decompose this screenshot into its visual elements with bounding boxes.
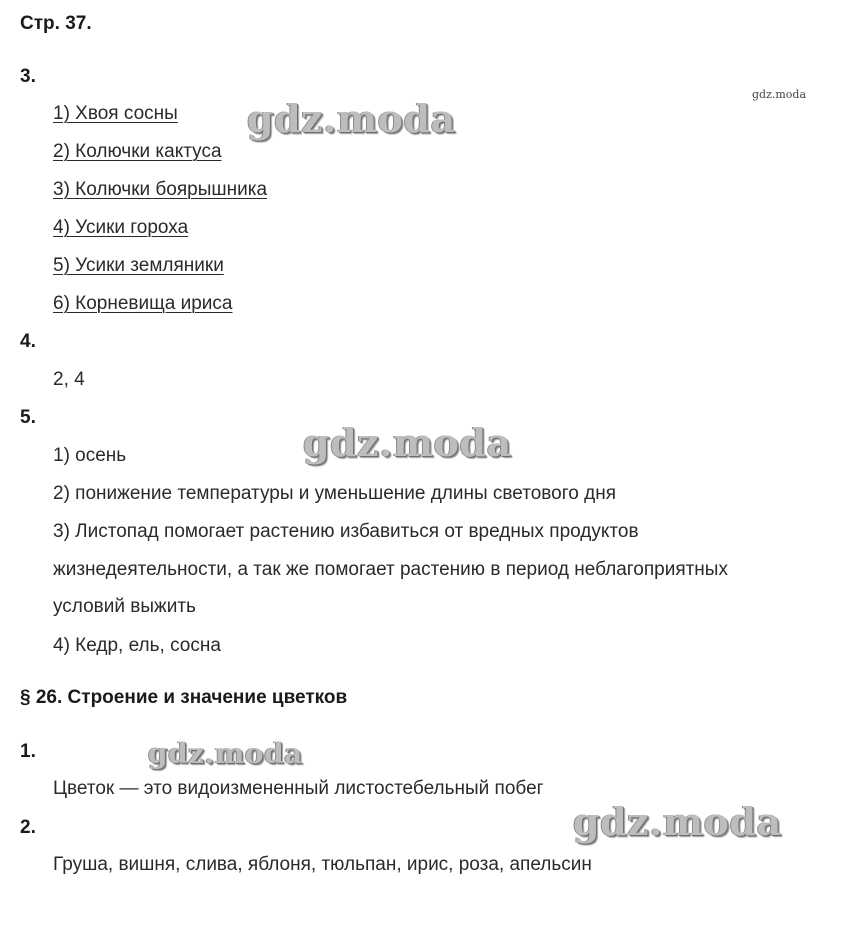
task-3-item: 6) Корневища ириса — [53, 293, 233, 314]
task-5-line: 2) понижение температуры и уменьшение длины светового дня — [53, 483, 616, 504]
watermark-logo: gdz.moda — [303, 420, 512, 465]
section-task-1-number: 1. — [20, 741, 36, 762]
task-3-item: 1) Хвоя сосны — [53, 103, 178, 124]
task-3-item: 2) Колючки кактуса — [53, 141, 222, 162]
task-5-line: жизнедеятельности, а так же помогает растению в период неблагоприятных — [53, 559, 728, 580]
task-3-number: 3. — [20, 66, 36, 87]
section-task-2-number: 2. — [20, 817, 36, 838]
task-5-line: условий выжить — [53, 596, 196, 617]
task-5-line: 4) Кедр, ель, сосна — [53, 635, 221, 656]
task-5-line: 3) Листопад помогает растению избавиться от вредных продуктов — [53, 521, 639, 542]
task-3-item: 3) Колючки боярышника — [53, 179, 268, 200]
section-task-1-answer: Цветок — это видоизмененный листостебельный побег — [53, 778, 544, 799]
watermark-logo: gdz.moda — [247, 96, 456, 141]
task-4-number: 4. — [20, 331, 36, 352]
watermark-logo: gdz.moda — [573, 799, 782, 844]
page-header: Стр. 37. — [20, 13, 92, 34]
section-task-2-answer: Груша, вишня, слива, яблоня, тюльпан, ирис, роза, апельсин — [53, 854, 592, 875]
task-5-number: 5. — [20, 407, 36, 428]
task-3-item: 5) Усики земляники — [53, 255, 224, 276]
task-4-answer: 2, 4 — [53, 369, 85, 390]
watermark-logo-small: gdz.moda — [752, 88, 807, 101]
task-5-line: 1) осень — [53, 445, 127, 466]
task-3-item: 4) Усики гороха — [53, 217, 189, 238]
watermark-logo: gdz.moda — [148, 737, 303, 770]
section-title: § 26. Строение и значение цветков — [20, 687, 348, 708]
